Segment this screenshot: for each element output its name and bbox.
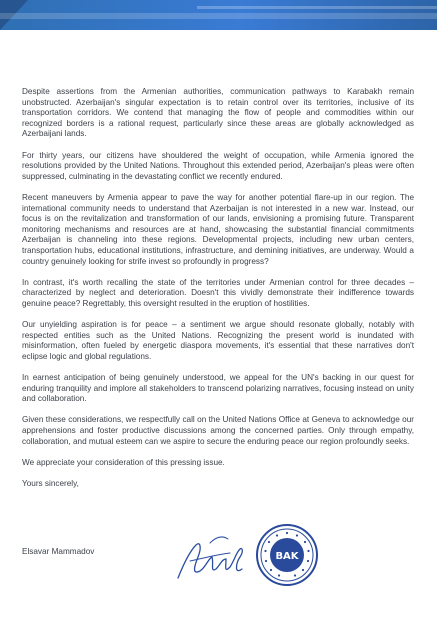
paragraph: In earnest anticipation of being genuinely understood, we appeal for the UN's backing in our quest for enduring tranquility and implore all stakeholders to transcend polarizing narratives, focusing instead on unity and collaboration. [22,373,414,404]
paragraph: In contrast, it's worth recalling the state of the territories under Armenian control for three decades – characterized by neglect and deterioration. Doesn't this vividly demonstrate their indifference towards genuine peace? Regrettably, this oversight resulted in the eruption of hostilities. [22,277,414,308]
signature-block [22,523,414,598]
letter-body [22,87,414,500]
handwritten-signature [170,523,260,593]
letterhead-band [0,13,437,19]
letterhead-banner [0,0,437,30]
signatory-name: Elsavar Mammadov [22,547,95,556]
paragraph: Given these considerations, we respectfully call on the United Nations Office at Geneva to acknowledge our apprehensions and foster productive discussions among the concerned parties. Only through empathy, collaboration, and mutual esteem can we aspire to secure the enduring peace our region profoundly seeks. [22,415,414,446]
paragraph: For thirty years, our citizens have shouldered the weight of occupation, while Armenia ignored the resolutions provided by the United Nations. Throughout this extended period, Azerbaijan's pleas were often suppressed, culminating in the devastating conflict we recently endured. [22,150,414,181]
letterhead-stripe [197,6,437,9]
paragraph: Our unyielding aspiration is for peace – a sentiment we argue should resonate globally, notably with respected entities such as the United Nations. Recognizing the present world is inundated with misinformation, often fueled by energetic diaspora movements, it's essential that these narratives don't eclipse logic and global regulations. [22,320,414,361]
appreciation-line: We appreciate your consideration of this pressing issue. [22,457,225,467]
organization-seal [255,523,319,587]
paragraph: Despite assertions from the Armenian authorities, communication pathways to Karabakh remain unobstructed. Azerbaijan's singular expectation is to retain control over its territories, inclusive of its transportation corridors. We contend that managing the flow of people and commodities within our recognized borders is a rational request, particularly since these areas are globally acknowledged as Azerbaijani lands. [22,87,414,139]
seal-initials: BAK [275,551,299,562]
paragraph: Recent maneuvers by Armenia appear to pave the way for another potential flare-up in our region. The international community needs to understand that Azerbaijan is not interested in a new war. Instead, our focus is on the revitalization and transformation of our lands, envisioning a promising future. Transparent monitoring mechanisms and resources are at hand, showcasing the substantial financial commitments Azerbaijan is channeling into these regions. Developmental projects, including new urban centers, transportation hubs, educational institutions, infrastructure, and demining initiatives, are underway. Would a country genuinely looking for strife invest so profoundly in progress? [22,192,414,266]
valediction: Yours sincerely, [22,478,79,488]
